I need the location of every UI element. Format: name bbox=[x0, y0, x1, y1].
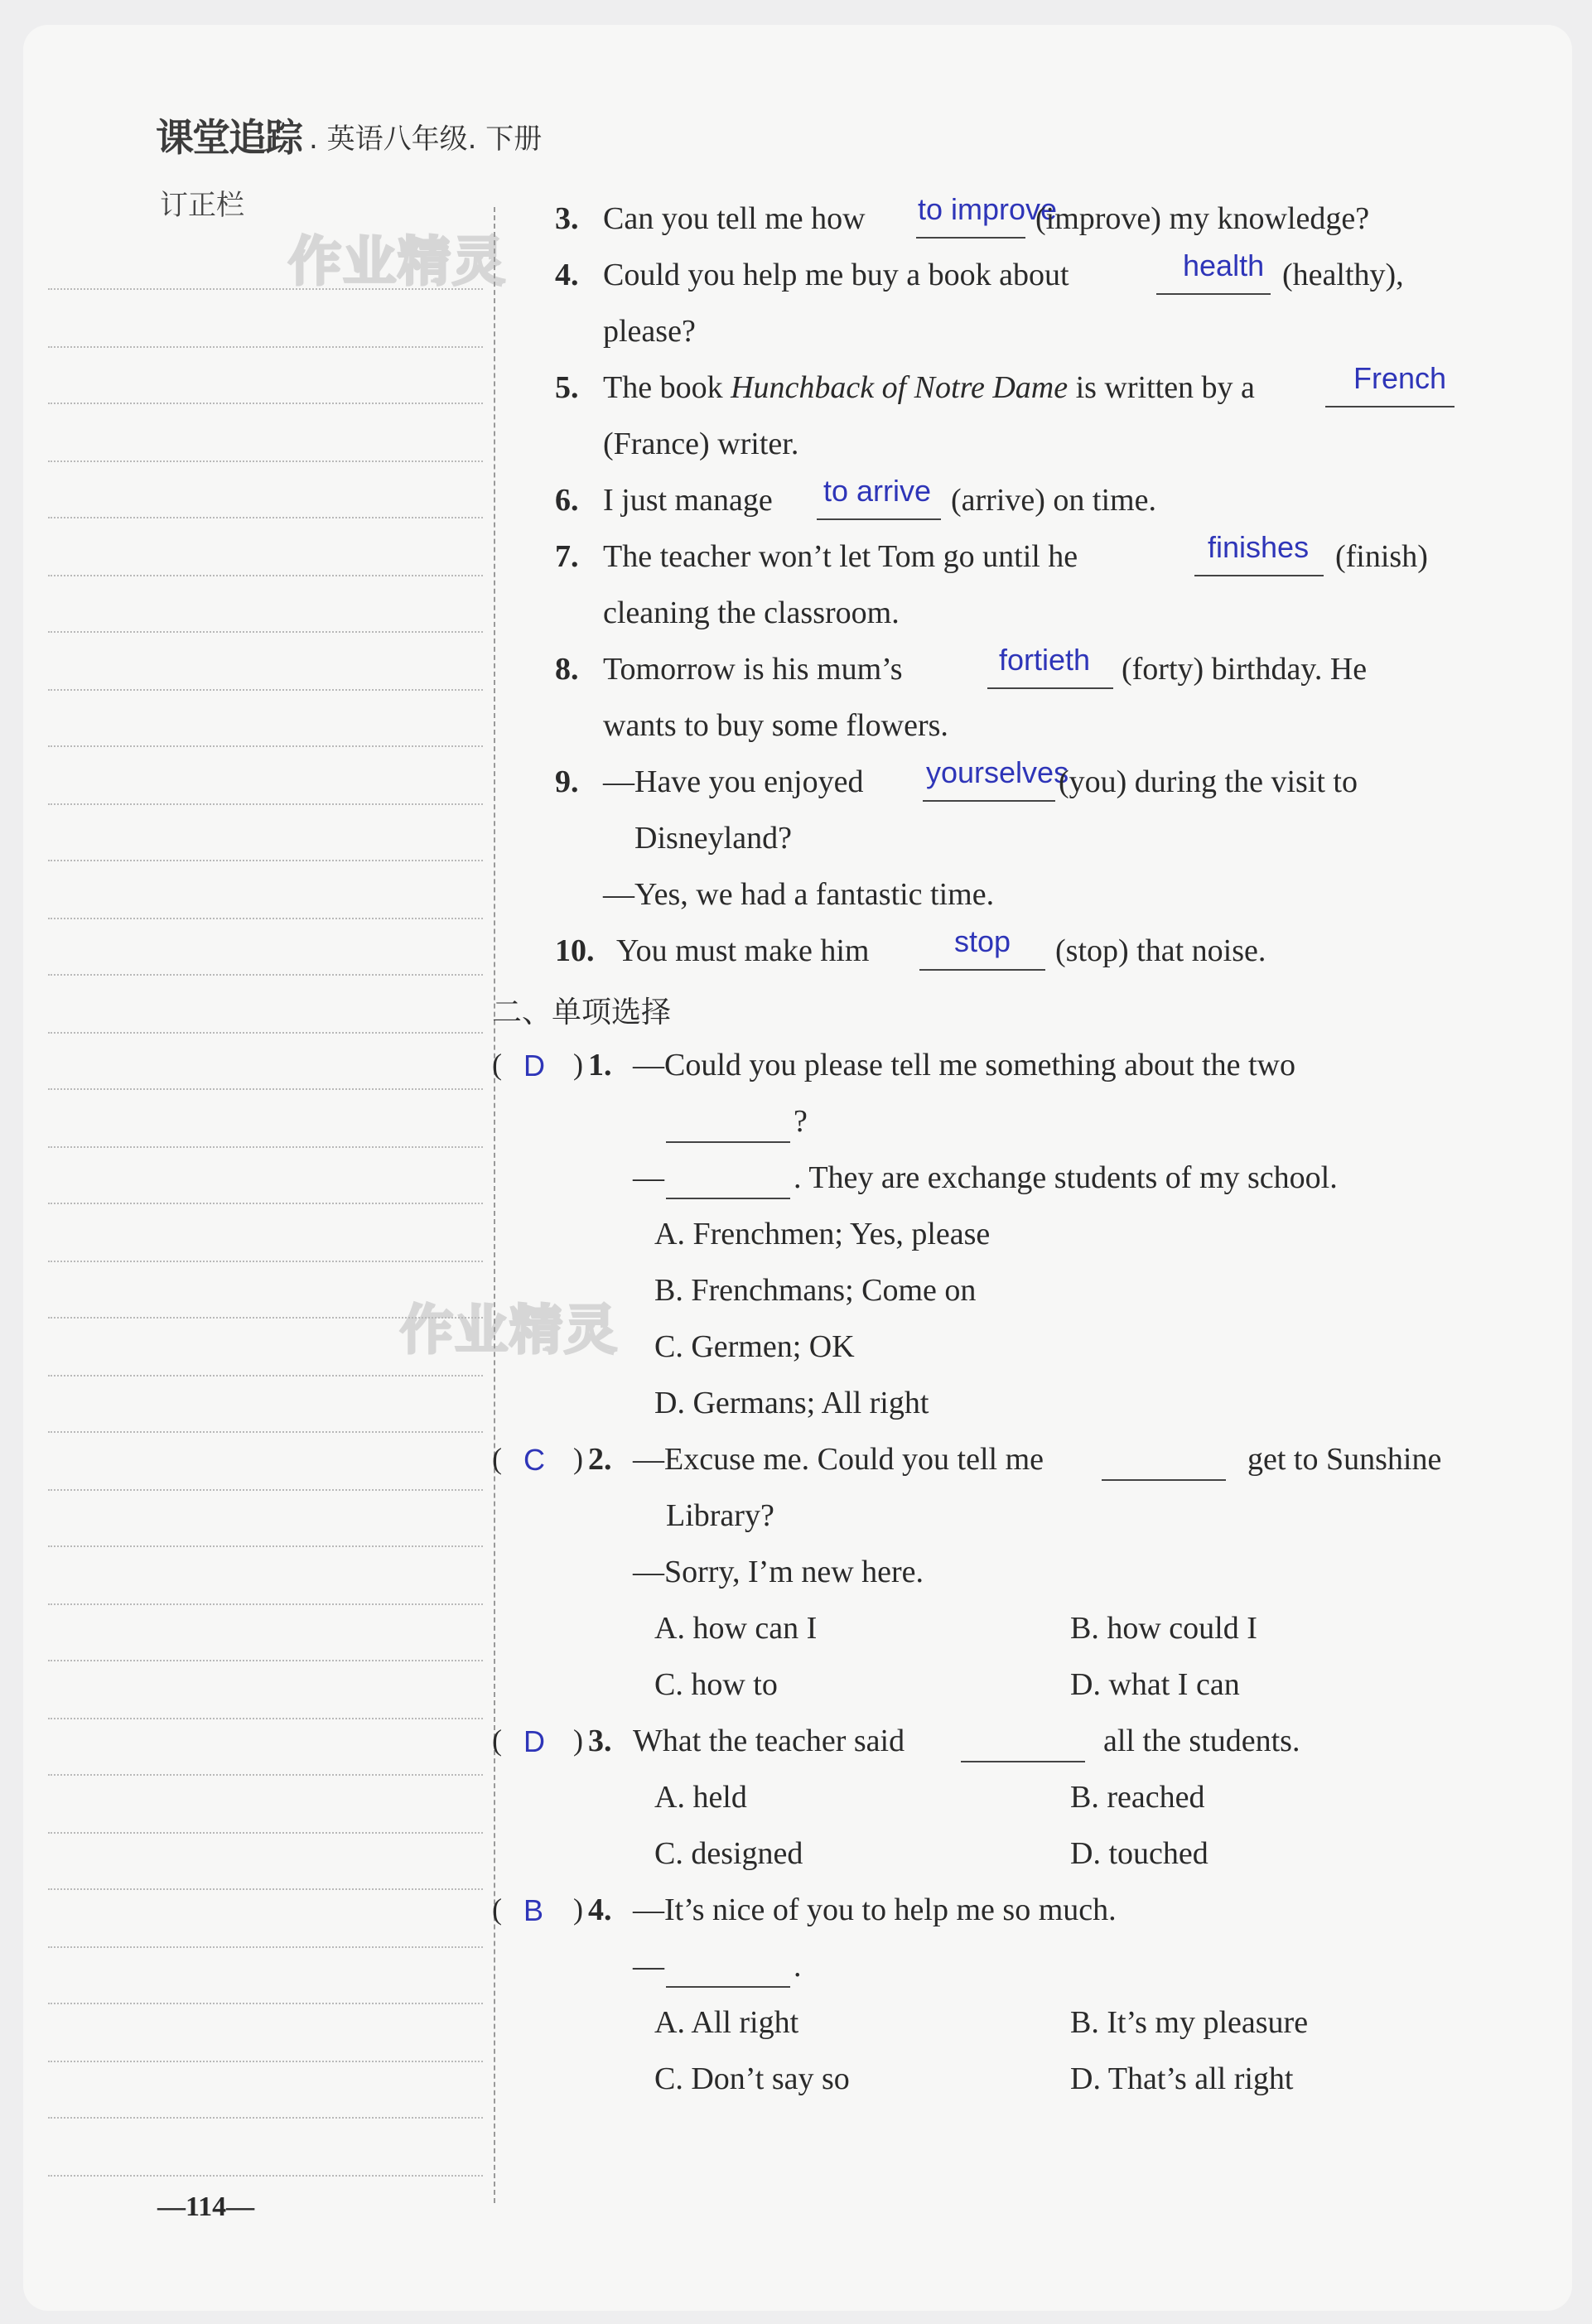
section-title: 二、单项选择 bbox=[492, 996, 672, 1029]
handwritten-answer: health bbox=[1183, 248, 1265, 282]
question-text: (arrive) on time. bbox=[951, 483, 1156, 518]
option-b: B. how could I bbox=[1070, 1611, 1257, 1646]
option-a: A. All right bbox=[654, 2005, 799, 2040]
option-d: D. Germans; All right bbox=[654, 1386, 929, 1420]
answer-blank bbox=[817, 518, 941, 520]
question-text: —Could you please tell me something about the two bbox=[633, 1048, 1295, 1082]
question-text: — bbox=[633, 1949, 664, 1984]
question-text: get to Sunshine bbox=[1247, 1442, 1442, 1477]
answer-bracket-open: ( bbox=[492, 1892, 502, 1926]
question-text: (healthy), bbox=[1282, 258, 1404, 292]
question-text: (you) during the visit to bbox=[1059, 764, 1358, 799]
question-text: cleaning the classroom. bbox=[603, 595, 900, 630]
question-text: You must make him bbox=[616, 933, 870, 968]
handwritten-answer: to arrive bbox=[823, 474, 932, 508]
question-text: please? bbox=[603, 314, 696, 349]
handwritten-answer: C bbox=[523, 1443, 545, 1477]
answer-blank bbox=[666, 1986, 790, 1988]
handwritten-answer: to improve bbox=[918, 192, 1058, 226]
handwritten-answer: stop bbox=[954, 924, 1011, 958]
question-text: Can you tell me how bbox=[603, 201, 866, 236]
option-c: C. designed bbox=[654, 1836, 803, 1871]
question-text: —Have you enjoyed bbox=[603, 764, 864, 799]
watermark: 作业精灵 bbox=[400, 1300, 619, 1362]
question-number: 6. bbox=[555, 483, 579, 518]
question-number: 8. bbox=[555, 652, 579, 687]
option-a: A. how can I bbox=[654, 1611, 818, 1646]
question-text: (France) writer. bbox=[603, 427, 799, 461]
option-b: B. Frenchmans; Come on bbox=[654, 1273, 977, 1308]
answer-blank bbox=[987, 687, 1113, 689]
question-number: 7. bbox=[555, 539, 579, 574]
answer-bracket-open: ( bbox=[492, 1048, 502, 1081]
option-c: C. Germen; OK bbox=[654, 1329, 855, 1364]
question-text: all the students. bbox=[1103, 1724, 1300, 1758]
answer-blank bbox=[666, 1141, 790, 1143]
question-text: wants to buy some flowers. bbox=[603, 708, 948, 743]
question-text: The teacher won’t let Tom go until he bbox=[603, 539, 1078, 574]
answer-bracket-open: ( bbox=[492, 1442, 502, 1475]
question-number: 5. bbox=[555, 370, 579, 405]
question-text: —Sorry, I’m new here. bbox=[633, 1555, 924, 1589]
option-d: D. touched bbox=[1070, 1836, 1208, 1871]
question-number: 10. bbox=[555, 933, 595, 968]
option-b: B. reached bbox=[1070, 1780, 1205, 1815]
question-text: . bbox=[794, 1949, 802, 1984]
question-number: 4. bbox=[588, 1892, 612, 1927]
question-text: — bbox=[633, 1160, 664, 1195]
question-text: Could you help me buy a book about bbox=[603, 258, 1069, 292]
watermark: 作业精灵 bbox=[288, 232, 507, 293]
option-b: B. It’s my pleasure bbox=[1070, 2005, 1309, 2040]
question-text: I just manage bbox=[603, 483, 773, 518]
answer-bracket-close: ) bbox=[573, 1892, 583, 1926]
answer-bracket-close: ) bbox=[573, 1442, 583, 1475]
question-number: 4. bbox=[555, 258, 579, 292]
question-text: Tomorrow is his mum’s bbox=[603, 652, 903, 687]
question-text: (improve) my knowledge? bbox=[1035, 201, 1370, 236]
answer-blank bbox=[916, 237, 1025, 239]
answer-blank bbox=[923, 800, 1055, 802]
question-text: . They are exchange students of my school. bbox=[794, 1160, 1338, 1195]
option-a: A. Frenchmen; Yes, please bbox=[654, 1217, 991, 1251]
question-text: —Excuse me. Could you tell me bbox=[633, 1442, 1044, 1477]
question-text: Library? bbox=[666, 1498, 774, 1533]
option-d: D. what I can bbox=[1070, 1667, 1240, 1702]
page-number: —114— bbox=[157, 2191, 255, 2222]
answer-blank bbox=[1156, 293, 1271, 295]
question-text: (forty) birthday. He bbox=[1122, 652, 1368, 687]
book-subtitle: . 英语八年级. 下册 bbox=[309, 123, 543, 156]
handwritten-answer: finishes bbox=[1208, 530, 1310, 564]
handwritten-answer: fortieth bbox=[999, 643, 1091, 677]
answer-blank bbox=[1325, 406, 1455, 407]
handwritten-answer: French bbox=[1353, 361, 1447, 395]
question-text: (finish) bbox=[1335, 539, 1428, 574]
question-text: What the teacher said bbox=[633, 1724, 905, 1758]
book-title: Hunchback of Notre Dame bbox=[731, 370, 1069, 405]
question-text: —It’s nice of you to help me so much. bbox=[633, 1892, 1117, 1927]
answer-blank bbox=[666, 1198, 790, 1199]
answer-blank bbox=[961, 1761, 1085, 1762]
answer-blank bbox=[1102, 1479, 1226, 1481]
answer-bracket-close: ) bbox=[573, 1724, 583, 1757]
handwritten-answer: B bbox=[523, 1893, 544, 1927]
question-text: Disneyland? bbox=[634, 821, 792, 856]
handwritten-answer: D bbox=[523, 1049, 545, 1082]
answer-bracket-open: ( bbox=[492, 1724, 502, 1757]
question-text: The book Hunchback of Notre Dame is written by a bbox=[603, 370, 1255, 405]
handwritten-answer: D bbox=[523, 1724, 545, 1758]
workbook-page bbox=[23, 25, 1572, 2311]
question-number: 9. bbox=[555, 764, 579, 799]
option-a: A. held bbox=[654, 1780, 747, 1815]
question-text: (stop) that noise. bbox=[1055, 933, 1266, 968]
question-number: 3. bbox=[555, 201, 579, 236]
question-text: —Yes, we had a fantastic time. bbox=[603, 877, 995, 912]
answer-bracket-close: ) bbox=[573, 1048, 583, 1081]
question-number: 1. bbox=[588, 1048, 612, 1082]
margin-title: 订正栏 bbox=[160, 189, 244, 222]
option-d: D. That’s all right bbox=[1070, 2061, 1294, 2096]
brand-logo: 课堂追踪 bbox=[156, 115, 302, 160]
answer-blank bbox=[919, 969, 1045, 971]
option-c: C. Don’t say so bbox=[654, 2061, 850, 2096]
handwritten-answer: yourselves bbox=[926, 755, 1069, 789]
question-number: 2. bbox=[588, 1442, 612, 1477]
question-number: 3. bbox=[588, 1724, 612, 1758]
answer-blank bbox=[1194, 575, 1324, 576]
question-text: ? bbox=[794, 1104, 808, 1139]
option-c: C. how to bbox=[654, 1667, 778, 1702]
